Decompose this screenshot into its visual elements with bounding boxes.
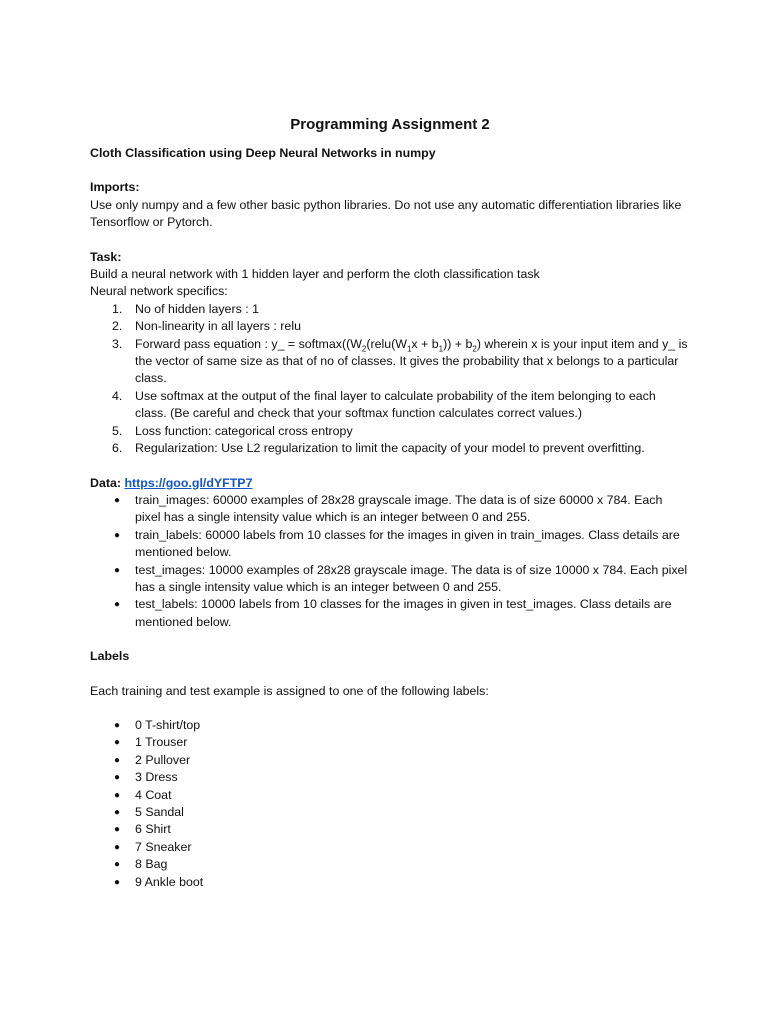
- labels-list: [90, 717, 690, 891]
- labels-intro: Each training and test example is assigned to one of the following labels:: [90, 683, 489, 698]
- list-item-text: Non-linearity in all layers : relu: [135, 319, 301, 334]
- list-item: [90, 787, 690, 804]
- document-page: [90, 115, 690, 891]
- list-item: [90, 734, 690, 751]
- data-link[interactable]: https://goo.gl/dYFTP7: [124, 475, 253, 490]
- bullet-icon: ●: [114, 564, 121, 576]
- list-item: [90, 562, 690, 597]
- label-text: 8 Bag: [135, 857, 168, 872]
- list-item: [90, 839, 690, 856]
- task-specifics-label: Neural network specifics:: [90, 284, 228, 299]
- bullet-icon: ●: [114, 824, 121, 836]
- list-item: [90, 596, 690, 631]
- bullet-icon: ●: [114, 772, 121, 784]
- specifics-list: [90, 301, 690, 458]
- list-item-text: test_labels: 10000 labels from 10 classes for the images in given in test_images. Class details are mentioned below.: [135, 597, 672, 629]
- list-item-text: Use softmax at the output of the final layer to calculate probability of the item belonging to each class. (Be careful and check that your softmax function calculates correct values.): [135, 388, 656, 421]
- data-heading-line: [90, 475, 690, 492]
- list-item: [90, 874, 690, 891]
- label-text: 3 Dress: [135, 770, 178, 785]
- data-list: [90, 492, 690, 631]
- list-number: 5.: [112, 423, 123, 438]
- list-item: [90, 804, 690, 821]
- list-item: [90, 301, 690, 318]
- label-text: 7 Sneaker: [135, 839, 192, 854]
- list-number: 1.: [112, 301, 123, 316]
- bullet-icon: ●: [114, 841, 121, 853]
- page-title: Programming Assignment 2: [290, 116, 490, 133]
- bullet-icon: ●: [114, 876, 121, 888]
- label-text: 2 Pullover: [135, 752, 191, 767]
- list-item-text: train_images: 60000 examples of 28x28 grayscale image. The data is of size 60000 x 784. Each pixel has a single intensity value which is an integer between 0 and 255.: [135, 492, 663, 525]
- task-heading: Task:: [90, 249, 122, 264]
- labels-heading: Labels: [90, 649, 130, 664]
- list-item-text: No of hidden layers : 1: [135, 301, 259, 316]
- list-item: [90, 821, 690, 838]
- label-text: 4 Coat: [135, 787, 172, 802]
- list-item: [90, 440, 690, 457]
- list-number: 2.: [112, 319, 123, 334]
- equation-text: Forward pass equation : y_ = $softmax((W_2(relu(W_1x + b_1)) + b_2)$ wherein x is your input item and y_ is the vector of same size as that of no of classes. It gives the probability that x belongs to a particular class.: [135, 336, 688, 386]
- label-text: 9 Ankle boot: [135, 874, 204, 889]
- bullet-icon: ●: [114, 789, 121, 801]
- document-subtitle: Cloth Classification using Deep Neural Networks in numpy: [90, 146, 436, 160]
- bullet-icon: ●: [114, 719, 121, 731]
- label-text: 5 Sandal: [135, 805, 184, 819]
- data-heading: Data:: [90, 475, 121, 490]
- bullet-icon: ●: [114, 599, 121, 611]
- list-number: 3.: [112, 336, 123, 351]
- list-number: 4.: [112, 388, 123, 403]
- bullet-icon: ●: [114, 807, 121, 818]
- bullet-icon: ●: [114, 737, 121, 749]
- list-item-text: Regularization: Use L2 regularization to limit the capacity of your model to prevent overfitting.: [135, 441, 645, 456]
- list-item: [90, 388, 690, 423]
- list-item-text: train_labels: 60000 labels from 10 classes for the images in given in train_images. Class details are mentioned below.: [135, 527, 680, 560]
- bullet-icon: ●: [114, 859, 121, 871]
- list-item: [90, 752, 690, 769]
- imports-heading: Imports:: [90, 180, 140, 195]
- list-item: [90, 856, 690, 873]
- label-text: 6 Shirt: [135, 822, 171, 837]
- imports-text: Use only numpy and a few other basic python libraries. Do not use any automatic differentiation libraries like Tensorflow or Pytorch.: [90, 197, 682, 230]
- list-item: [90, 318, 690, 335]
- list-item: [90, 423, 690, 440]
- bullet-icon: ●: [114, 754, 121, 766]
- list-item: [90, 492, 690, 527]
- list-item: [90, 769, 690, 786]
- task-description: Build a neural network with 1 hidden layer and perform the cloth classification task: [90, 267, 540, 282]
- list-item: [90, 717, 690, 734]
- list-item-text: Loss function: categorical cross entropy: [135, 423, 353, 438]
- list-number: 6.: [112, 441, 123, 456]
- label-text: 1 Trouser: [135, 735, 188, 750]
- list-item-equation: [90, 336, 690, 388]
- bullet-icon: ●: [114, 529, 121, 541]
- list-item: [90, 527, 690, 562]
- label-text: 0 T-shirt/top: [135, 717, 201, 732]
- list-item-text: test_images: 10000 examples of 28x28 grayscale image. The data is of size 10000 x 784. Each pixel has a single intensity value which is an integer between 0 and 255.: [135, 562, 688, 594]
- bullet-icon: ●: [114, 494, 121, 506]
